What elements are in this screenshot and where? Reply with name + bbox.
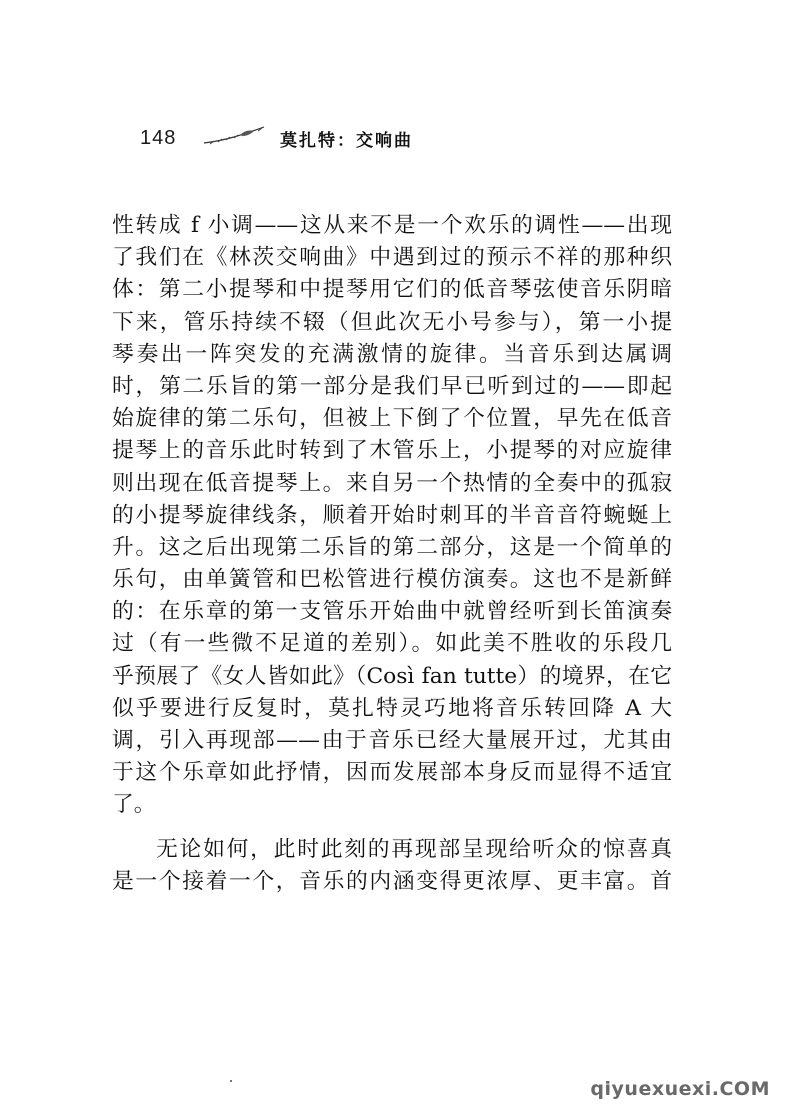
text-line: 似乎要进行反复时，莫扎特灵巧地将音乐转回降 A 大 xyxy=(112,695,672,721)
page-header xyxy=(140,124,560,154)
paragraph xyxy=(112,210,672,822)
text-line: 则出现在低音提琴上。来自另一个热情的全奏中的孤寂 xyxy=(112,470,672,496)
watermark: qiyuexuexi.COM xyxy=(590,1078,770,1100)
text-line: 了。 xyxy=(112,792,156,818)
text-line: 无论如何，此时此刻的再现部呈现给听众的惊喜真 xyxy=(156,836,672,862)
text-line: 升。这之后出现第二乐旨的第二部分，这是一个简单的 xyxy=(112,534,672,560)
text-line: 过（有一些微不足道的差别）。如此美不胜收的乐段几 xyxy=(112,631,672,657)
text-line: 于这个乐章如此抒情，因而发展部本身反而显得不适宜 xyxy=(112,760,672,786)
paragraph-gap xyxy=(112,822,672,834)
text-line: 了我们在《林茨交响曲》中遇到过的预示不祥的那种织 xyxy=(112,245,672,271)
page-number: 148 xyxy=(140,127,177,149)
text-line: 的小提琴旋律线条，顺着开始时刺耳的半音音符蜿蜒上 xyxy=(112,502,672,528)
text-line: 调，引入再现部——由于音乐已经大量展开过，尤其由 xyxy=(112,728,672,753)
text-line: 琴奏出一阵突发的充满激情的旋律。当音乐到达属调 xyxy=(112,341,672,367)
text-line: 体：第二小提琴和中提琴用它们的低音琴弦使音乐阴暗 xyxy=(112,277,672,303)
header-ornament-icon xyxy=(200,125,270,149)
text-line: 时，第二乐旨的第一部分是我们早已听到过的——即起 xyxy=(112,373,672,399)
text-line: 是一个接着一个，音乐的内涵变得更浓厚、更丰富。首 xyxy=(112,868,672,894)
running-title: 莫扎特：交响曲 xyxy=(280,131,413,151)
body-text xyxy=(112,210,672,898)
text-line: 性转成 f 小调——这从来不是一个欢乐的调性——出现 xyxy=(112,213,672,238)
text-line: 乎预展了《女人皆如此》（Così fan tutte）的境界，在它 xyxy=(112,663,672,689)
text-line: 下来，管乐持续不辍（但此次无小号参与），第一小提 xyxy=(112,309,672,335)
text-line: 始旋律的第二乐句，但被上下倒了个位置，早先在低音 xyxy=(112,406,672,432)
paragraph xyxy=(112,834,672,898)
text-line: 提琴上的音乐此时转到了木管乐上，小提琴的对应旋律 xyxy=(112,438,672,464)
text-line: 的：在乐章的第一支管乐开始曲中就曾经听到长笛演奏 xyxy=(112,599,672,625)
scan-speck xyxy=(230,1080,232,1082)
text-line: 乐句，由单簧管和巴松管进行模仿演奏。这也不是新鲜 xyxy=(112,567,672,593)
